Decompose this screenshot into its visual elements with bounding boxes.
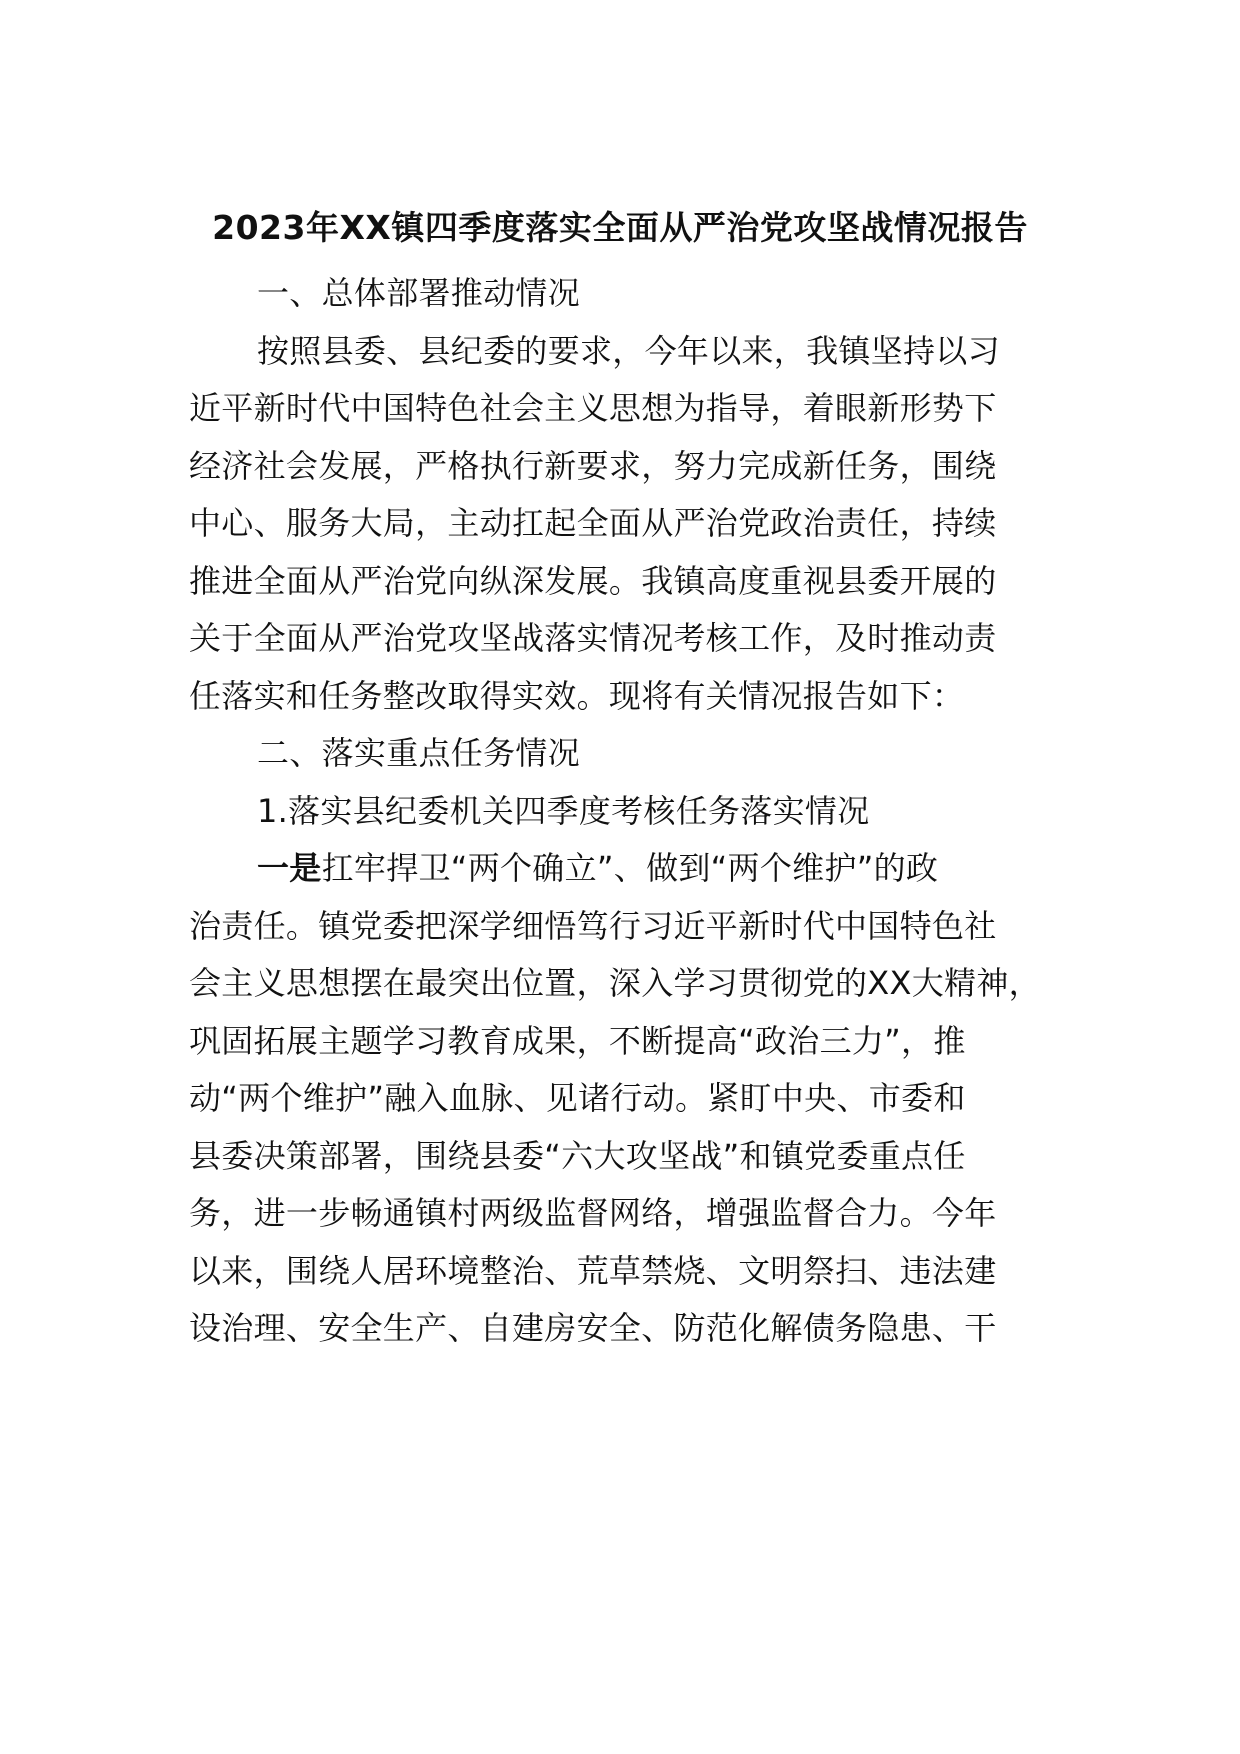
paragraph-2-line: 会主义思想摆在最突出位置，深入学习贯彻党的XX大精神，	[189, 964, 1041, 1002]
paragraph-2-first-line	[257, 848, 938, 888]
paragraph-2-lead: 一是	[257, 849, 322, 887]
paragraph-2-line: 巩固拓展主题学习教育成果，不断提高“政治三力”，推	[189, 1022, 966, 1060]
paragraph-1-line: 按照县委、县纪委的要求，今年以来，我镇坚持以习	[257, 332, 1000, 370]
paragraph-1-line: 近平新时代中国特色社会主义思想为指导，着眼新形势下	[189, 389, 997, 427]
paragraph-1-line: 推进全面从严治党向纵深发展。我镇高度重视县委开展的	[189, 562, 997, 600]
paragraph-2-line: 动“两个维护”融入血脉、见诸行动。紧盯中央、市委和	[189, 1079, 966, 1117]
paragraph-2-line: 县委决策部署，围绕县委“六大攻坚战”和镇党委重点任	[189, 1137, 966, 1175]
section-heading-2: 二、落实重点任务情况	[257, 734, 581, 772]
paragraph-1-line: 经济社会发展，严格执行新要求，努力完成新任务，围绕	[189, 447, 997, 485]
paragraph-2-line: 治责任。镇党委把深学细悟笃行习近平新时代中国特色社	[189, 907, 997, 945]
paragraph-2-line: 务，进一步畅通镇村两级监督网络，增强监督合力。今年	[189, 1194, 997, 1232]
paragraph-2-line: 以来，围绕人居环境整治、荒草禁烧、文明祭扫、违法建	[189, 1252, 997, 1290]
document-title: 2023年XX镇四季度落实全面从严治党攻坚战情况报告	[212, 208, 1028, 247]
paragraph-1-line: 任落实和任务整改取得实效。现将有关情况报告如下：	[189, 677, 965, 715]
paragraph-2-line: 设治理、安全生产、自建房安全、防范化解债务隐患、干	[189, 1309, 997, 1347]
paragraph-1-line: 关于全面从严治党攻坚战落实情况考核工作，及时推动责	[189, 619, 997, 657]
subheading-1: 1.落实县纪委机关四季度考核任务落实情况	[257, 792, 870, 830]
section-heading-1: 一、总体部署推动情况	[257, 274, 581, 312]
paragraph-1-line: 中心、服务大局，主动扛起全面从严治党政治责任，持续	[189, 504, 997, 542]
paragraph-2-first-text: 扛牢捍卫“两个确立”、做到“两个维护”的政	[321, 849, 939, 887]
